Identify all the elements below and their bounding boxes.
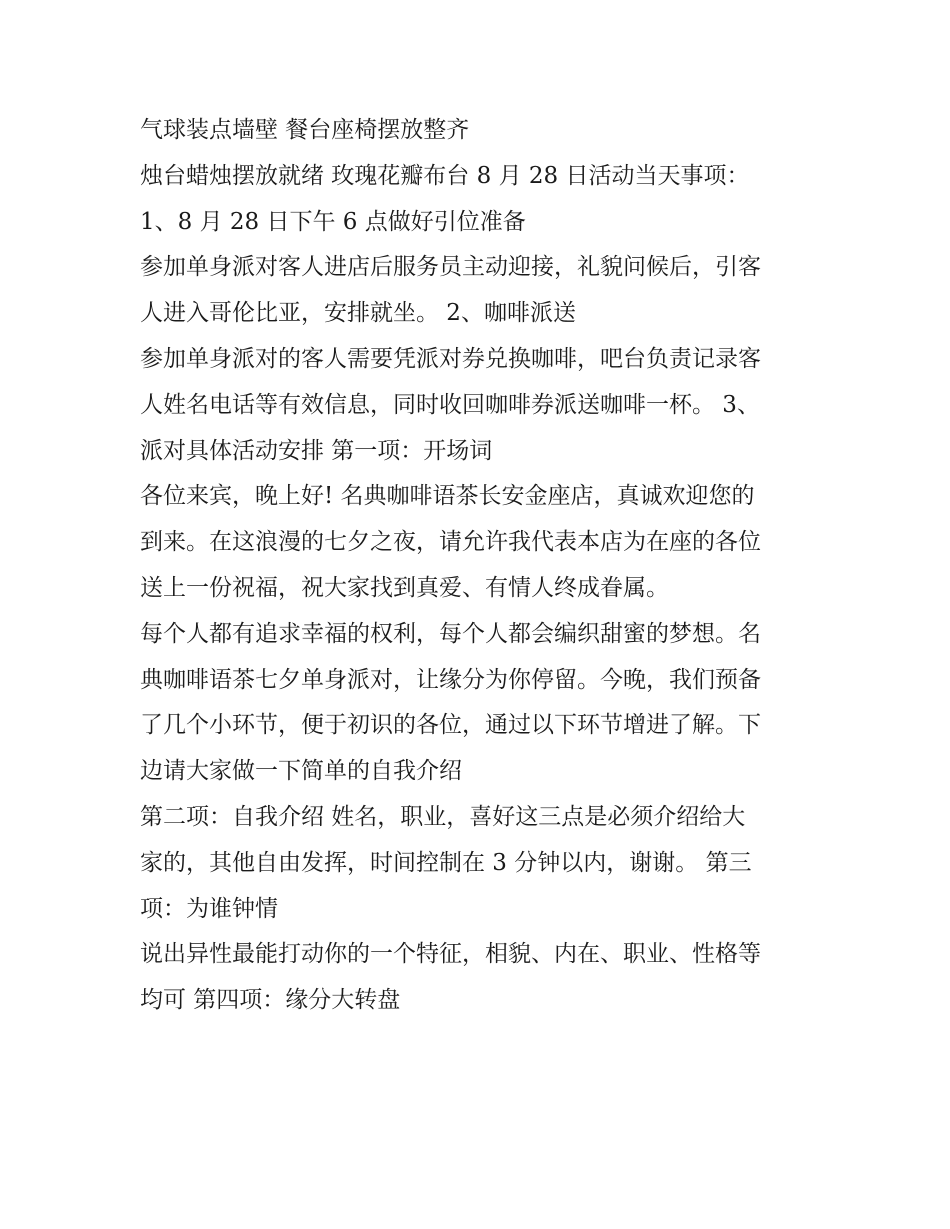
text-line: 项：为谁钟情	[140, 895, 278, 922]
text-line: 每个人都有追求幸福的权利，每个人都会编织甜蜜的梦想。名	[140, 620, 761, 647]
text-line: 人进入哥伦比亚，安排就坐。 2、咖啡派送	[140, 300, 576, 327]
text-line: 边请大家做一下简单的自我介绍	[140, 758, 462, 785]
text-line: 人姓名电话等有效信息，同时收回咖啡券派送咖啡一杯。 3、	[140, 391, 760, 418]
text-line: 派对具体活动安排 第一项：开场词	[140, 437, 493, 464]
text-line: 各位来宾，晚上好! 名典咖啡语茶长安金座店，真诚欢迎您的	[140, 483, 755, 510]
text-line: 烛台蜡烛摆放就绪 玫瑰花瓣布台 8 月 28 日活动当天事项：	[140, 162, 750, 189]
text-line: 到来。在这浪漫的七夕之夜，请允许我代表本店为在座的各位	[140, 529, 761, 556]
text-line: 家的，其他自由发挥，时间控制在 3 分钟以内，谢谢。 第三	[140, 849, 752, 876]
text-line: 参加单身派对的客人需要凭派对券兑换咖啡，吧台负责记录客	[140, 345, 761, 372]
text-line: 均可 第四项：缘分大转盘	[140, 987, 401, 1014]
text-line: 参加单身派对客人进店后服务员主动迎接，礼貌问候后，引客	[140, 254, 761, 281]
text-line: 了几个小环节，便于初识的各位，通过以下环节增进了解。下	[140, 712, 761, 739]
text-line: 1、8 月 28 日下午 6 点做好引位准备	[140, 208, 526, 235]
text-line: 典咖啡语茶七夕单身派对，让缘分为你停留。今晚，我们预备	[140, 666, 761, 693]
document-body	[140, 108, 820, 1024]
text-line: 第二项：自我介绍 姓名，职业，喜好这三点是必须介绍给大	[140, 803, 746, 830]
text-line: 气球装点墙壁 餐台座椅摆放整齐	[140, 117, 470, 143]
text-line: 送上一份祝福，祝大家找到真爱、有情人终成眷属。	[140, 574, 669, 601]
text-line: 说出异性最能打动你的一个特征，相貌、内在、职业、性格等	[140, 941, 761, 968]
